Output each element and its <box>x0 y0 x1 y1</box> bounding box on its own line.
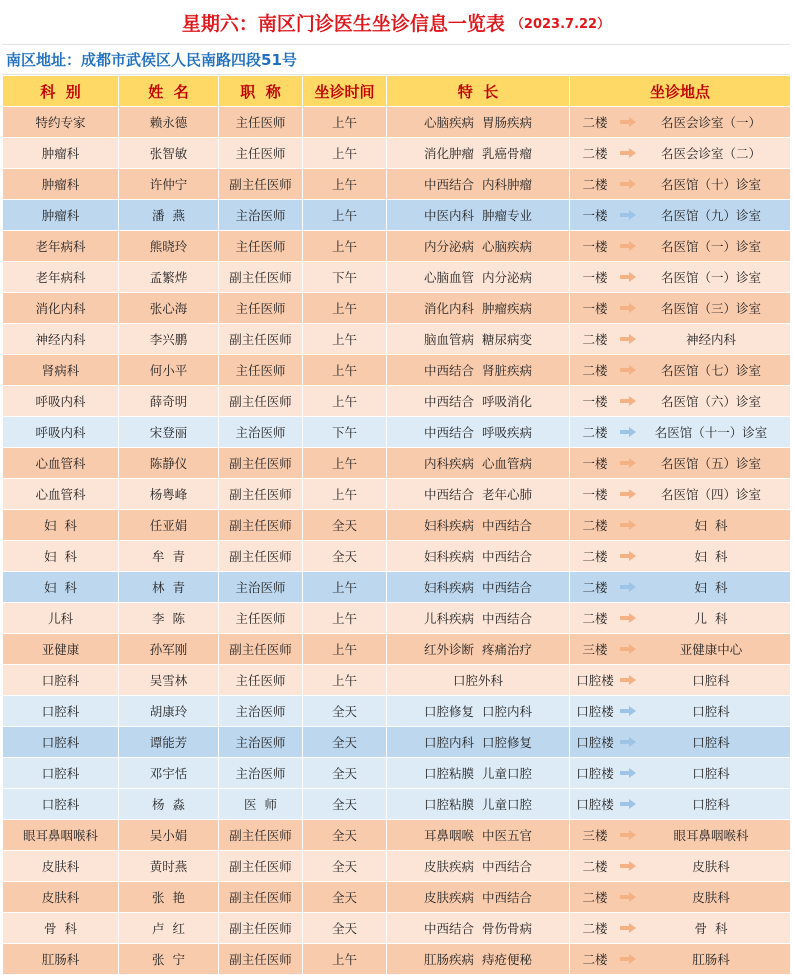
right-arrow-icon <box>620 737 638 747</box>
row-floor: 三楼 <box>582 828 608 843</box>
row-specialty: 中西结合 呼吸疾病 <box>387 417 570 448</box>
row-specialty: 脑血管病 糖尿病变 <box>387 324 570 355</box>
table-row <box>3 820 791 851</box>
table-row <box>3 200 791 231</box>
row-specialty: 中医内科 肿瘤专业 <box>387 200 570 231</box>
row-location <box>570 324 791 355</box>
row-doctor-name: 胡康玲 <box>119 696 219 727</box>
table-row <box>3 603 791 634</box>
row-place: 皮肤科 <box>692 859 730 874</box>
row-specialty: 中西结合 呼吸消化 <box>387 386 570 417</box>
row-place: 口腔科 <box>692 704 730 719</box>
row-place: 骨 科 <box>694 921 728 936</box>
header-name: 姓 名 <box>119 76 219 107</box>
row-job-title: 主任医师 <box>219 293 303 324</box>
header-location: 坐诊地点 <box>570 76 791 107</box>
row-specialty: 中西结合 肾脏疾病 <box>387 355 570 386</box>
row-location <box>570 510 791 541</box>
row-floor: 二楼 <box>582 549 608 564</box>
row-clinic-time: 上午 <box>303 634 387 665</box>
row-job-title: 副主任医师 <box>219 386 303 417</box>
right-arrow-icon <box>620 427 638 437</box>
row-floor: 口腔楼 <box>576 797 614 812</box>
row-location <box>570 262 791 293</box>
row-dept: 肛肠科 <box>3 944 119 975</box>
table-row <box>3 417 791 448</box>
row-doctor-name: 薛奇明 <box>119 386 219 417</box>
row-location <box>570 479 791 510</box>
row-specialty: 口腔粘膜 儿童口腔 <box>387 758 570 789</box>
row-place: 名医馆（九）诊室 <box>660 208 761 223</box>
row-dept: 骨 科 <box>3 913 119 944</box>
row-location <box>570 789 791 820</box>
schedule-rows <box>3 107 791 975</box>
row-clinic-time: 上午 <box>303 138 387 169</box>
row-clinic-time: 上午 <box>303 448 387 479</box>
row-job-title: 副主任医师 <box>219 913 303 944</box>
schedule-table <box>2 75 791 975</box>
row-dept: 口腔科 <box>3 789 119 820</box>
row-specialty: 妇科疾病 中西结合 <box>387 572 570 603</box>
right-arrow-icon <box>620 582 638 592</box>
row-dept: 特约专家 <box>3 107 119 138</box>
row-place: 口腔科 <box>692 735 730 750</box>
row-floor: 二楼 <box>582 580 608 595</box>
row-place: 名医会诊室（二） <box>660 146 761 161</box>
row-job-title: 主治医师 <box>219 727 303 758</box>
row-dept: 妇 科 <box>3 510 119 541</box>
right-arrow-icon <box>620 644 638 654</box>
row-job-title: 主治医师 <box>219 758 303 789</box>
row-clinic-time: 上午 <box>303 231 387 262</box>
right-arrow-icon <box>620 179 638 189</box>
row-place: 名医馆（一）诊室 <box>660 239 761 254</box>
row-dept: 皮肤科 <box>3 882 119 913</box>
row-clinic-time: 上午 <box>303 572 387 603</box>
row-place: 名医馆（四）诊室 <box>660 487 761 502</box>
table-row <box>3 789 791 820</box>
right-arrow-icon <box>620 303 638 313</box>
row-job-title: 副主任医师 <box>219 510 303 541</box>
row-floor: 二楼 <box>582 146 608 161</box>
address-row <box>2 45 790 75</box>
row-floor: 二楼 <box>582 859 608 874</box>
row-dept: 肾病科 <box>3 355 119 386</box>
row-floor: 一楼 <box>582 208 608 223</box>
row-dept: 神经内科 <box>3 324 119 355</box>
row-place: 名医馆（五）诊室 <box>660 456 761 471</box>
row-floor: 二楼 <box>582 177 608 192</box>
right-arrow-icon <box>620 489 638 499</box>
row-place: 名医会诊室（一） <box>660 115 761 130</box>
row-doctor-name: 潘 燕 <box>119 200 219 231</box>
row-place: 眼耳鼻咽喉科 <box>673 828 749 843</box>
table-row <box>3 510 791 541</box>
row-dept: 皮肤科 <box>3 851 119 882</box>
right-arrow-icon <box>620 334 638 344</box>
row-clinic-time: 全天 <box>303 851 387 882</box>
row-clinic-time: 全天 <box>303 696 387 727</box>
row-clinic-time: 全天 <box>303 541 387 572</box>
row-place: 皮肤科 <box>692 890 730 905</box>
table-row <box>3 572 791 603</box>
row-clinic-time: 全天 <box>303 727 387 758</box>
table-row <box>3 262 791 293</box>
row-doctor-name: 邓宇恬 <box>119 758 219 789</box>
row-dept: 儿科 <box>3 603 119 634</box>
row-doctor-name: 李兴鹏 <box>119 324 219 355</box>
table-row <box>3 107 791 138</box>
row-floor: 二楼 <box>582 363 608 378</box>
row-clinic-time: 全天 <box>303 882 387 913</box>
row-place: 名医馆（十一）诊室 <box>654 425 768 440</box>
row-place: 肛肠科 <box>692 952 730 967</box>
header-specialty: 特 长 <box>387 76 570 107</box>
row-place: 妇 科 <box>694 549 728 564</box>
header-row <box>3 76 791 107</box>
row-job-title: 医 师 <box>219 789 303 820</box>
row-job-title: 副主任医师 <box>219 541 303 572</box>
table-row <box>3 169 791 200</box>
row-doctor-name: 熊晓玲 <box>119 231 219 262</box>
row-floor: 二楼 <box>582 115 608 130</box>
row-job-title: 主任医师 <box>219 138 303 169</box>
row-specialty: 耳鼻咽喉 中医五官 <box>387 820 570 851</box>
row-doctor-name: 何小平 <box>119 355 219 386</box>
row-location <box>570 293 791 324</box>
header-dept: 科 别 <box>3 76 119 107</box>
row-dept: 呼吸内科 <box>3 386 119 417</box>
right-arrow-icon <box>620 799 638 809</box>
row-doctor-name: 吴小娟 <box>119 820 219 851</box>
row-job-title: 主任医师 <box>219 231 303 262</box>
table-row <box>3 479 791 510</box>
table-row <box>3 882 791 913</box>
row-clinic-time: 全天 <box>303 789 387 820</box>
row-doctor-name: 许仲宁 <box>119 169 219 200</box>
row-clinic-time: 下午 <box>303 262 387 293</box>
title-row <box>2 0 790 45</box>
row-location <box>570 200 791 231</box>
row-clinic-time: 上午 <box>303 169 387 200</box>
row-clinic-time: 上午 <box>303 665 387 696</box>
row-specialty: 消化内科 肿瘤疾病 <box>387 293 570 324</box>
row-specialty: 中西结合 内科肿瘤 <box>387 169 570 200</box>
row-floor: 一楼 <box>582 301 608 316</box>
row-clinic-time: 上午 <box>303 200 387 231</box>
row-clinic-time: 上午 <box>303 944 387 975</box>
row-dept: 肿瘤科 <box>3 169 119 200</box>
row-doctor-name: 李 陈 <box>119 603 219 634</box>
row-job-title: 副主任医师 <box>219 262 303 293</box>
row-location <box>570 882 791 913</box>
row-doctor-name: 张心海 <box>119 293 219 324</box>
row-job-title: 副主任医师 <box>219 944 303 975</box>
right-arrow-icon <box>620 241 638 251</box>
row-dept: 眼耳鼻咽喉科 <box>3 820 119 851</box>
row-clinic-time: 上午 <box>303 386 387 417</box>
row-floor: 一楼 <box>582 487 608 502</box>
row-floor: 二楼 <box>582 890 608 905</box>
row-location <box>570 851 791 882</box>
row-location <box>570 820 791 851</box>
row-doctor-name: 杨粤峰 <box>119 479 219 510</box>
row-specialty: 中西结合 骨伤骨病 <box>387 913 570 944</box>
table-row <box>3 324 791 355</box>
row-floor: 口腔楼 <box>576 735 614 750</box>
row-floor: 二楼 <box>582 921 608 936</box>
right-arrow-icon <box>620 892 638 902</box>
table-row <box>3 727 791 758</box>
row-job-title: 主治医师 <box>219 417 303 448</box>
row-place: 名医馆（六）诊室 <box>660 394 761 409</box>
row-floor: 一楼 <box>582 456 608 471</box>
row-location <box>570 169 791 200</box>
right-arrow-icon <box>620 768 638 778</box>
row-floor: 一楼 <box>582 394 608 409</box>
row-location <box>570 696 791 727</box>
row-location <box>570 386 791 417</box>
table-row <box>3 665 791 696</box>
row-job-title: 主任医师 <box>219 603 303 634</box>
row-dept: 肿瘤科 <box>3 138 119 169</box>
row-job-title: 主治医师 <box>219 696 303 727</box>
row-job-title: 副主任医师 <box>219 882 303 913</box>
right-arrow-icon <box>620 954 638 964</box>
row-doctor-name: 吴雪林 <box>119 665 219 696</box>
row-location <box>570 727 791 758</box>
row-clinic-time: 全天 <box>303 820 387 851</box>
row-dept: 亚健康 <box>3 634 119 665</box>
right-arrow-icon <box>620 272 638 282</box>
row-clinic-time: 上午 <box>303 355 387 386</box>
row-doctor-name: 张智敏 <box>119 138 219 169</box>
header-title: 职 称 <box>219 76 303 107</box>
row-dept: 老年病科 <box>3 262 119 293</box>
row-location <box>570 138 791 169</box>
row-doctor-name: 张 宁 <box>119 944 219 975</box>
right-arrow-icon <box>620 148 638 158</box>
table-row <box>3 634 791 665</box>
row-specialty: 儿科疾病 中西结合 <box>387 603 570 634</box>
row-dept: 消化内科 <box>3 293 119 324</box>
row-floor: 口腔楼 <box>576 673 614 688</box>
row-place: 口腔科 <box>692 766 730 781</box>
row-clinic-time: 全天 <box>303 913 387 944</box>
row-place: 亚健康中心 <box>679 642 743 657</box>
row-specialty: 肛肠疾病 痔疮便秘 <box>387 944 570 975</box>
row-dept: 老年病科 <box>3 231 119 262</box>
row-dept: 妇 科 <box>3 572 119 603</box>
row-location <box>570 355 791 386</box>
page-title: 星期六：南区门诊医生坐诊信息一览表 <box>181 12 505 35</box>
row-place: 神经内科 <box>685 332 736 347</box>
row-floor: 口腔楼 <box>576 766 614 781</box>
row-clinic-time: 全天 <box>303 510 387 541</box>
row-doctor-name: 孟繁烨 <box>119 262 219 293</box>
row-specialty: 口腔修复 口腔内科 <box>387 696 570 727</box>
row-specialty: 中西结合 老年心肺 <box>387 479 570 510</box>
table-row <box>3 448 791 479</box>
row-place: 妇 科 <box>694 518 728 533</box>
row-job-title: 副主任医师 <box>219 851 303 882</box>
row-specialty: 口腔内科 口腔修复 <box>387 727 570 758</box>
row-specialty: 心脑血管 内分泌病 <box>387 262 570 293</box>
row-place: 口腔科 <box>692 673 730 688</box>
right-arrow-icon <box>620 706 638 716</box>
row-doctor-name: 黄时燕 <box>119 851 219 882</box>
row-location <box>570 944 791 975</box>
row-specialty: 消化肿瘤 乳癌骨瘤 <box>387 138 570 169</box>
row-doctor-name: 赖永德 <box>119 107 219 138</box>
row-dept: 呼吸内科 <box>3 417 119 448</box>
right-arrow-icon <box>620 613 638 623</box>
address-label: 南区地址： <box>6 51 82 69</box>
row-dept: 口腔科 <box>3 696 119 727</box>
row-job-title: 副主任医师 <box>219 634 303 665</box>
row-location <box>570 572 791 603</box>
row-job-title: 主任医师 <box>219 107 303 138</box>
right-arrow-icon <box>620 117 638 127</box>
table-row <box>3 355 791 386</box>
row-dept: 口腔科 <box>3 727 119 758</box>
header-time: 坐诊时间 <box>303 76 387 107</box>
row-specialty: 内分泌病 心脑疾病 <box>387 231 570 262</box>
right-arrow-icon <box>620 923 638 933</box>
row-specialty: 口腔外科 <box>387 665 570 696</box>
right-arrow-icon <box>620 675 638 685</box>
table-row <box>3 851 791 882</box>
row-job-title: 主治医师 <box>219 572 303 603</box>
title-date: （2023.7.22） <box>510 16 611 32</box>
row-place: 名医馆（一）诊室 <box>660 270 761 285</box>
row-clinic-time: 上午 <box>303 293 387 324</box>
right-arrow-icon <box>620 210 638 220</box>
row-clinic-time: 上午 <box>303 324 387 355</box>
right-arrow-icon <box>620 520 638 530</box>
row-place: 口腔科 <box>692 797 730 812</box>
table-row <box>3 386 791 417</box>
address-value: 成都市武侯区人民南路四段51号 <box>81 51 297 69</box>
row-floor: 一楼 <box>582 270 608 285</box>
row-specialty: 妇科疾病 中西结合 <box>387 541 570 572</box>
table-row <box>3 138 791 169</box>
row-place: 名医馆（七）诊室 <box>660 363 761 378</box>
table-row <box>3 944 791 975</box>
row-location <box>570 448 791 479</box>
row-job-title: 副主任医师 <box>219 448 303 479</box>
row-specialty: 红外诊断 疼痛治疗 <box>387 634 570 665</box>
row-clinic-time: 上午 <box>303 107 387 138</box>
row-job-title: 副主任医师 <box>219 169 303 200</box>
row-doctor-name: 张 艳 <box>119 882 219 913</box>
row-doctor-name: 牟 青 <box>119 541 219 572</box>
right-arrow-icon <box>620 861 638 871</box>
row-location <box>570 665 791 696</box>
row-job-title: 主任医师 <box>219 355 303 386</box>
row-dept: 心血管科 <box>3 479 119 510</box>
row-location <box>570 758 791 789</box>
row-job-title: 主任医师 <box>219 665 303 696</box>
row-specialty: 妇科疾病 中西结合 <box>387 510 570 541</box>
right-arrow-icon <box>620 458 638 468</box>
row-location <box>570 541 791 572</box>
table-row <box>3 696 791 727</box>
row-clinic-time: 下午 <box>303 417 387 448</box>
row-doctor-name: 陈静仪 <box>119 448 219 479</box>
row-doctor-name: 卢 红 <box>119 913 219 944</box>
row-specialty: 心脑疾病 胃肠疾病 <box>387 107 570 138</box>
row-floor: 二楼 <box>582 952 608 967</box>
row-doctor-name: 杨 淼 <box>119 789 219 820</box>
row-floor: 二楼 <box>582 518 608 533</box>
row-floor: 一楼 <box>582 239 608 254</box>
row-clinic-time: 上午 <box>303 479 387 510</box>
table-row <box>3 758 791 789</box>
row-specialty: 口腔粘膜 儿童口腔 <box>387 789 570 820</box>
table-row <box>3 293 791 324</box>
row-dept: 妇 科 <box>3 541 119 572</box>
row-doctor-name: 林 青 <box>119 572 219 603</box>
row-dept: 心血管科 <box>3 448 119 479</box>
row-location <box>570 107 791 138</box>
row-location <box>570 913 791 944</box>
row-place: 名医馆（三）诊室 <box>660 301 761 316</box>
row-floor: 二楼 <box>582 425 608 440</box>
schedule-sheet <box>2 0 790 975</box>
row-job-title: 副主任医师 <box>219 820 303 851</box>
row-location <box>570 603 791 634</box>
right-arrow-icon <box>620 396 638 406</box>
table-row <box>3 231 791 262</box>
row-location <box>570 231 791 262</box>
row-clinic-time: 全天 <box>303 758 387 789</box>
row-job-title: 副主任医师 <box>219 479 303 510</box>
row-floor: 二楼 <box>582 611 608 626</box>
row-floor: 三楼 <box>582 642 608 657</box>
row-doctor-name: 宋登丽 <box>119 417 219 448</box>
row-place: 名医馆（十）诊室 <box>660 177 761 192</box>
row-doctor-name: 孙军刚 <box>119 634 219 665</box>
row-place: 妇 科 <box>694 580 728 595</box>
row-location <box>570 417 791 448</box>
row-doctor-name: 谭能芳 <box>119 727 219 758</box>
row-floor: 口腔楼 <box>576 704 614 719</box>
row-dept: 肿瘤科 <box>3 200 119 231</box>
row-specialty: 皮肤疾病 中西结合 <box>387 882 570 913</box>
row-job-title: 主治医师 <box>219 200 303 231</box>
row-location <box>570 634 791 665</box>
row-specialty: 皮肤疾病 中西结合 <box>387 851 570 882</box>
row-dept: 口腔科 <box>3 665 119 696</box>
right-arrow-icon <box>620 551 638 561</box>
table-row <box>3 913 791 944</box>
row-job-title: 副主任医师 <box>219 324 303 355</box>
row-floor: 二楼 <box>582 332 608 347</box>
row-dept: 口腔科 <box>3 758 119 789</box>
right-arrow-icon <box>620 365 638 375</box>
row-place: 儿 科 <box>694 611 728 626</box>
table-row <box>3 541 791 572</box>
row-clinic-time: 上午 <box>303 603 387 634</box>
row-doctor-name: 任亚娟 <box>119 510 219 541</box>
right-arrow-icon <box>620 830 638 840</box>
row-specialty: 内科疾病 心血管病 <box>387 448 570 479</box>
